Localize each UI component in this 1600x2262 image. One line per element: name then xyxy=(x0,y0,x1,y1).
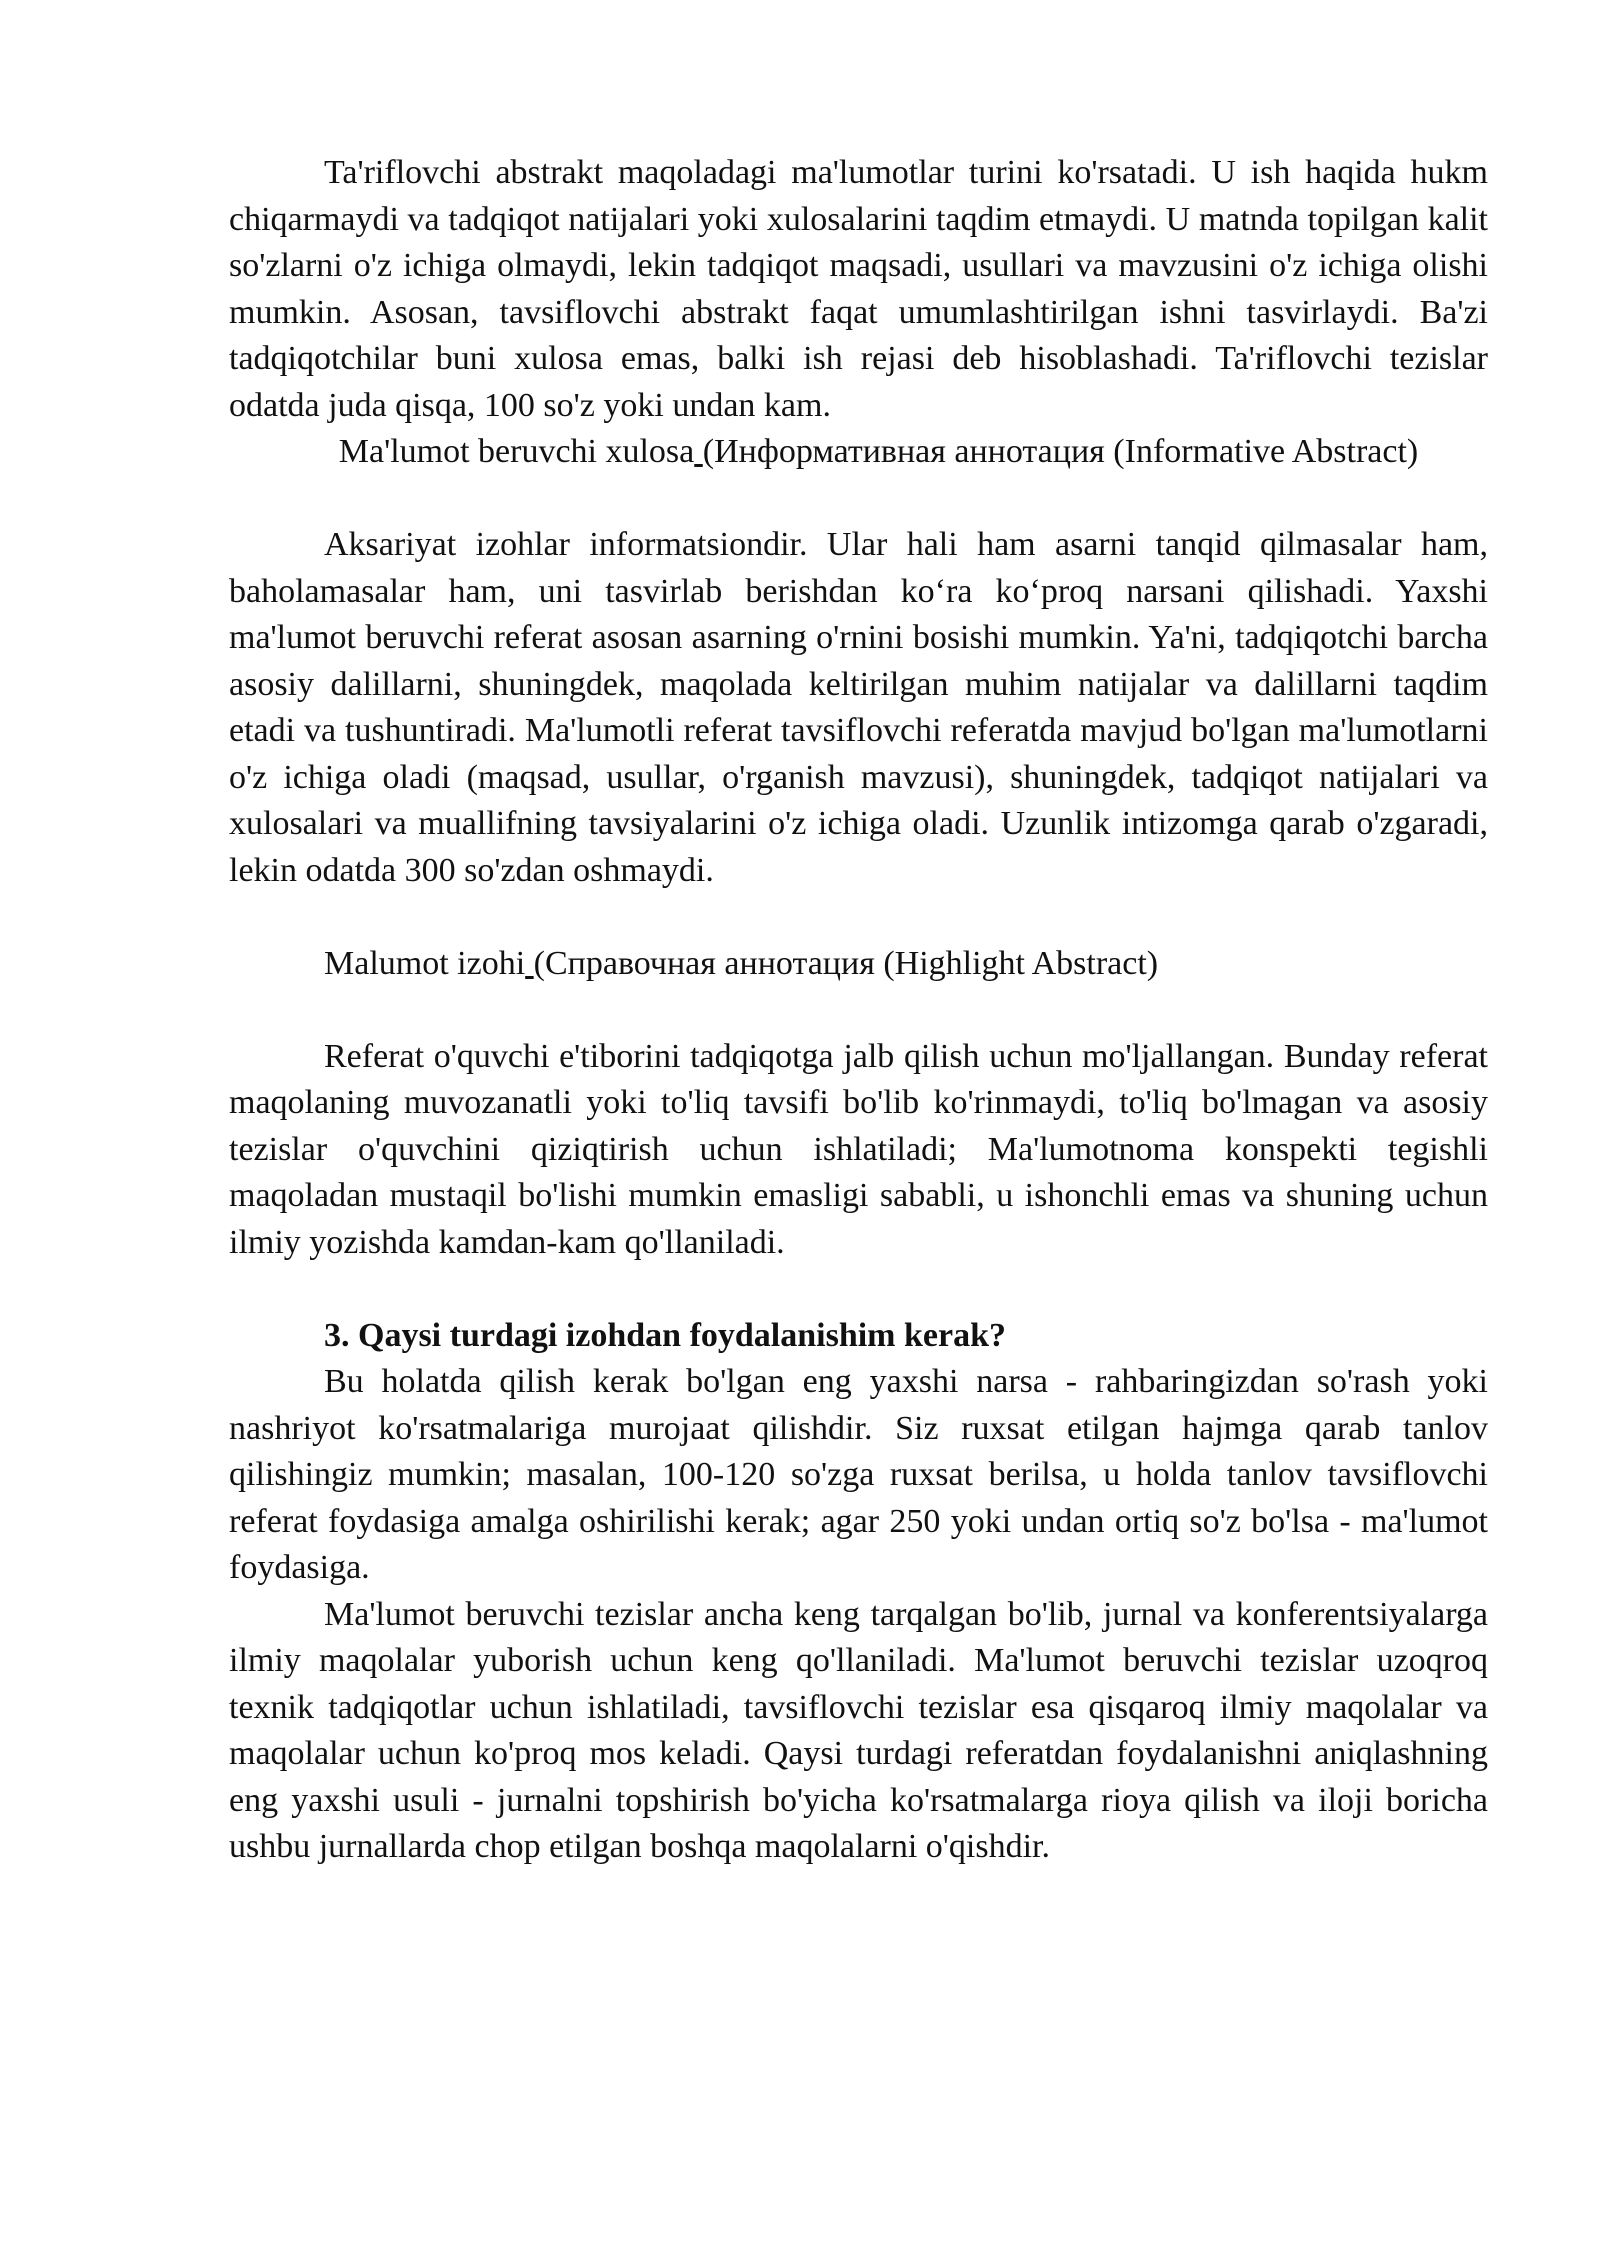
heading-informative-rest: (Информативная аннотация (Informative Abstract) xyxy=(702,433,1419,470)
section-heading-which-type: 3. Qaysi turdagi izohdan foydalanishim kerak? xyxy=(324,1316,1007,1354)
paragraph-highlight-abstract: Referat o'quvchi e'tiborini tadqiqotga jalb qilish uchun mo'ljallangan. Bunday referat maqolaning muvozanatli yoki to'liq tavsifi bo'lib ko'rinmaydi, to'liq bo'lmagan va asosiy tezislar o'quvchini qiziqtirish uchun ishlatiladi; Ma'lumotnoma konspekti tegishli maqoladan mustaqil bo'lishi mumkin emasligi sababli, u ishonchli emas va shuning uchun ilmiy yozishda kamdan-kam qo'llaniladi. xyxy=(229,1037,1488,1261)
paragraph-informative-abstract: Aksariyat izohlar informatsiondir. Ular hali ham asarni tanqid qilmasalar ham, baholamasalar ham, uni tasvirlab berishdan ko‘ra ko‘proq narsani qilishadi. Yaxshi ma'lumot beruvchi referat asosan asarning o'rnini bosishi mumkin. Ya'ni, tadqiqotchi barcha asosiy dalillarni, shuningdek, maqolada keltirilgan muhim natijalar va dalillarni taqdim etadi va tushuntiradi. Ma'lumotli referat tavsiflovchi referatda mavjud bo'lgan ma'lumotlarni o'z ichiga oladi (maqsad, usullar, o'rganish mavzusi), shuningdek, tadqiqot natijalari va xulosalari va muallifning tavsiyalarini o'z ichiga oladi. Uzunlik intizomga qarab o'zgaradi, lekin odatda 300 so'zdan oshmaydi. xyxy=(229,526,1488,889)
heading-highlight-separator xyxy=(525,945,534,982)
paragraph-which-type-details: Ma'lumot beruvchi tezislar ancha keng tarqalgan bo'lib, jurnal va konferentsiyalarga ilmiy maqolalar yuborish uchun keng qo'llaniladi. Ma'lumot beruvchi tezislar uzoqroq texnik tadqiqotlar uchun ishlatiladi, tavsiflovchi tezislar esa qisqaroq ilmiy maqolalar va maqolalar uchun ko'proq mos keladi. Qaysi turdagi referatdan foydalanishni aniqlashning eng yaxshi usuli - jurnalni topshirish bo'yicha ko'rsatmalarga rioya qilish va iloji boricha ushbu jurnallarda chop etilgan boshqa maqolalarni o'qishdir. xyxy=(229,1595,1488,1865)
heading-highlight-rest: (Справочная аннотация (Highlight Abstract) xyxy=(533,944,1159,982)
spacer xyxy=(229,987,1488,1034)
heading-informative-separator xyxy=(694,433,703,470)
spacer xyxy=(229,1266,1488,1313)
heading-informative-abstract xyxy=(229,429,1488,476)
heading-informative-main: Ma'lumot beruvchi xulosa xyxy=(338,433,695,470)
heading-highlight-main: Malumot izohi xyxy=(324,944,526,982)
heading-highlight-abstract xyxy=(229,941,1488,988)
paragraph-which-type-advice: Bu holatda qilish kerak bo'lgan eng yaxshi narsa - rahbaringizdan so'rash yoki nashriyot ko'rsatmalariga murojaat qilishdir. Siz ruxsat etilgan hajmga qarab tanlov qilishingiz mumkin; masalan, 100-120 so'zga ruxsat berilsa, u holda tanlov tavsiflovchi referat foydasiga amalga oshirilishi kerak; agar 250 yoki undan ortiq so'z bo'lsa - ma'lumot foydasiga. xyxy=(229,1363,1488,1586)
spacer xyxy=(229,894,1488,941)
paragraph-descriptive-abstract: Ta'riflovchi abstrakt maqoladagi ma'lumotlar turini ko'rsatadi. U ish haqida hukm chiqarmaydi va tadqiqot natijalari yoki xulosalarini taqdim etmaydi. U matnda topilgan kalit so'zlarni o'z ichiga olmaydi, lekin tadqiqot maqsadi, usullari va mavzusini o'z ichiga olishi mumkin. Asosan, tavsiflovchi abstrakt faqat umumlashtirilgan ishni tasvirlaydi. Ba'zi tadqiqotchilar buni xulosa emas, balki ish rejasi deb hisoblashadi. Ta'riflovchi tezislar odatda juda qisqa, 100 so'z yoki undan kam. xyxy=(229,154,1488,424)
spacer xyxy=(229,476,1488,523)
